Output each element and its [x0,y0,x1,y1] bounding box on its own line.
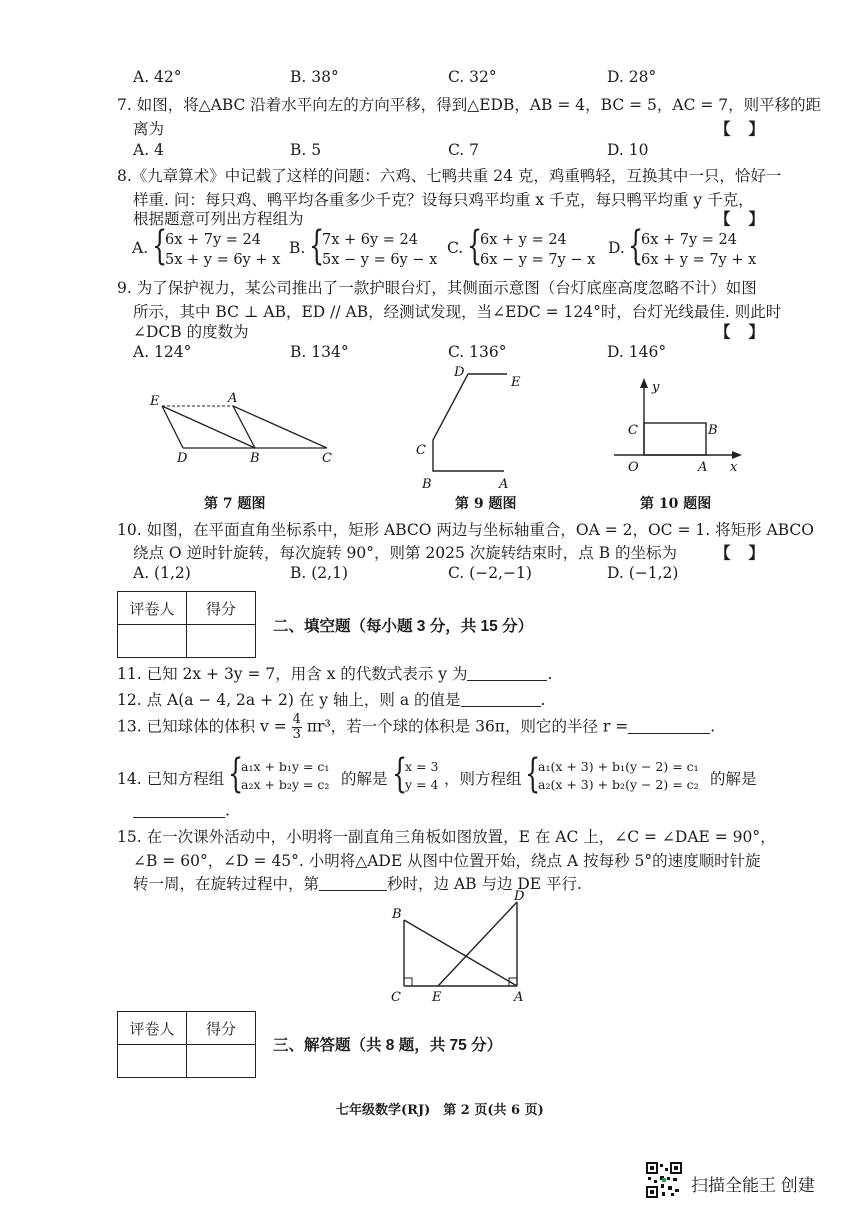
figure-9-diagram [410,362,540,494]
section-3-heading: 三、解答题（共 8 题，共 75 分） [273,1037,503,1054]
q15-answer-blank[interactable] [319,875,387,892]
q15-text-line2: ∠B = 60°，∠D = 45°. 小明将△ADE 从图中位置开始，绕点 A 按每秒 5°的速度顺时针旋 [133,852,761,870]
q14-sys3-row1: a₁(x + 3) + b₁(y − 2) = c₁ [538,759,699,774]
q8-option-d-label: D. [608,239,625,257]
score-header: 得分 [187,592,256,625]
q8-text-line2: 样重. 问：每只鸡、鸭平均各重多少千克？设每只鸡平均重 x 千克，每只鸭平均重 y 千克， [133,191,754,209]
fig7-label-e: E [150,394,160,409]
q12-line [117,688,545,710]
q12-answer-blank[interactable] [461,691,541,708]
fig10-label-c: C [628,423,638,438]
q10-option-b: B. (2,1) [290,564,348,582]
q10-option-c: C. (−2,−1) [448,564,532,582]
q7-answer-bracket: 【】 [715,119,783,138]
grader-header: 评卷人 [118,1012,187,1045]
brace-icon: { [392,751,408,797]
fig7-label-d: D [177,451,188,466]
fig9-label-e: E [511,375,521,390]
q8-option-c-row2: 6x − y = 7y − x [480,252,596,268]
q14-end: . [225,801,230,820]
figure-15-diagram [382,888,542,1006]
fraction-denominator: 3 [292,727,301,742]
q11-end: . [547,665,553,683]
q8-option-a-row1: 6x + 7y = 24 [165,232,262,248]
q8-option-c-label: C. [447,239,464,257]
q13-answer-blank[interactable] [628,717,710,734]
fig7-label-c: C [322,451,332,466]
q7-option-d: D. 10 [607,141,649,159]
fig7-label-a: A [228,391,238,406]
scanner-watermark: 扫描全能王 创建 [691,1176,815,1195]
figure-10-caption: 第 10 题图 [640,496,712,512]
fig9-label-a: A [499,477,509,492]
q14-answer-blank[interactable] [133,801,225,818]
brace-icon: { [228,751,244,797]
q7-option-b: B. 5 [290,141,322,159]
fig9-label-b: B [422,477,432,492]
fig15-label-b: B [392,907,402,922]
q12-text: 12. 点 A(a − 4, 2a + 2) 在 y 轴上，则 a 的值是 [117,691,461,709]
q14-answer-line [133,801,230,820]
q13-line [117,713,715,742]
fig9-label-c: C [416,443,426,458]
q7-text-line1: 7. 如图，将△ABC 沿着水平向左的方向平移，得到△EDB，AB = 4，BC = 5，AC = 7，则平移的距 [117,96,822,114]
q15-text-line3b: 秒时，边 AB 与边 DE 平行. [387,875,582,893]
q9-answer-bracket: 【】 [715,322,783,341]
fig15-label-a: A [514,990,524,1005]
fig10-label-y: y [652,380,660,395]
q12-end: . [540,691,546,709]
q6-option-b: B. 38° [290,68,339,86]
q9-option-d: D. 146° [607,343,667,361]
q8-option-b-label: B. [289,239,306,257]
q9-text-line3: ∠DCB 的度数为 [133,323,249,341]
fig10-label-x: x [730,460,738,475]
q14-text-post: 的解是 [710,770,757,788]
q14-sys2-row1: x = 3 [405,759,439,774]
q8-text-line1: 8.《九章算术》中记载了这样的问题：六鸡、七鸭共重 24 克，鸡重鸭轻，互换其中一只，恰好一 [117,167,782,185]
q11-line [117,662,552,684]
q8-text-line3: 根据题意可列出方程组为 [133,210,304,228]
grader-cell[interactable] [118,625,187,658]
q14-text-mid2: ，则方程组 [444,770,522,788]
fig15-label-d: D [514,889,525,904]
score-table-section2 [117,591,256,658]
q8-option-d-row1: 6x + 7y = 24 [641,232,738,248]
figure-7-diagram [140,388,350,468]
section-2-heading: 二、填空题（每小题 3 分，共 15 分） [273,618,534,635]
grader-cell[interactable] [118,1045,187,1078]
q9-text-line1: 9. 为了保护视力，某公司推出了一款护眼台灯，其侧面示意图（台灯底座高度忽略不计）如图 [117,279,757,297]
fraction-four-thirds [292,713,302,742]
q14-text-pre: 14. 已知方程组 [117,770,225,788]
q8-option-b-row2: 5x − y = 6y − x [322,252,438,268]
figure-10-diagram [612,375,752,480]
page-footer: 七年级数学(RJ) 第 2 页(共 6 页) [336,1103,544,1118]
fraction-numerator: 4 [292,712,301,727]
brace-icon: { [309,223,325,269]
q6-option-d: D. 28° [607,68,657,86]
fig10-label-a: A [698,460,708,475]
q8-option-a-row2: 5x + y = 6y + x [165,252,281,268]
fig15-label-e: E [432,990,442,1005]
q9-text-line2: 所示，其中 BC ⊥ AB，ED // AB，经测试发现，当∠EDC = 124°时，台灯光线最佳. 则此时 [133,303,782,321]
q8-option-b-row1: 7x + 6y = 24 [322,232,419,248]
q15-text-line3a: 转一周，在旋转过程中，第 [133,875,320,893]
qr-code-icon [646,1162,682,1198]
fig10-label-o: O [628,460,639,475]
figure-7-caption: 第 7 题图 [204,496,266,512]
score-header: 得分 [187,1012,256,1045]
fig10-label-b: B [708,423,718,438]
q11-text: 11. 已知 2x + 3y = 7，用含 x 的代数式表示 y 为 [117,665,468,683]
q8-option-d-row2: 6x + y = 7y + x [641,252,757,268]
q14-sys1-row1: a₁x + b₁y = c₁ [241,759,330,774]
brace-icon: { [152,223,168,269]
q6-option-c: C. 32° [448,68,497,86]
q10-text-line1: 10. 如图，在平面直角坐标系中，矩形 ABCO 两边与坐标轴重合，OA = 2，OC = 1. 将矩形 ABCO [117,521,814,539]
figure-9-caption: 第 9 题图 [455,496,517,512]
grader-header: 评卷人 [118,592,187,625]
brace-icon: { [628,223,644,269]
score-cell[interactable] [187,1045,256,1078]
q6-option-a: A. 42° [133,68,182,86]
q14-sys3-row2: a₂(x + 3) + b₂(y − 2) = c₂ [538,777,699,792]
q9-option-a: A. 124° [133,343,192,361]
q13-text-mid: πr³，若一个球的体积是 36π，则它的半径 r = [306,717,629,736]
q13-end: . [710,717,716,736]
q11-answer-blank[interactable] [467,665,547,682]
q8-option-a-label: A. [132,239,149,257]
fig9-label-d: D [454,365,465,380]
q8-answer-bracket: 【】 [715,209,783,228]
q10-option-d: D. (−1,2) [607,564,679,582]
q8-option-c-row1: 6x + y = 24 [480,232,567,248]
score-cell[interactable] [187,625,256,658]
q15-text-line1: 15. 在一次课外活动中，小明将一副直角三角板如图放置，E 在 AC 上，∠C = ∠DAE = 90°， [117,828,776,846]
fig7-label-b: B [250,451,260,466]
q7-text-line2: 离为 [133,120,165,138]
q13-text-pre: 13. 已知球体的体积 v = [117,717,287,736]
fig15-label-c: C [391,990,401,1005]
q7-option-c: C. 7 [448,141,480,159]
brace-icon: { [467,223,483,269]
q10-option-a: A. (1,2) [133,564,191,582]
q14-text-mid1: 的解是 [341,770,388,788]
q7-option-a: A. 4 [133,141,164,159]
brace-icon: { [525,751,541,797]
q14-sys2-row2: y = 4 [405,777,439,792]
q9-option-c: C. 136° [448,343,507,361]
q10-answer-bracket: 【】 [715,543,783,562]
q14-sys1-row2: a₂x + b₂y = c₂ [241,777,330,792]
q10-text-line2: 绕点 O 逆时针旋转，每次旋转 90°，则第 2025 次旋转结束时，点 B 的坐标为 [133,544,678,562]
q9-option-b: B. 134° [290,343,349,361]
score-table-section3 [117,1011,256,1078]
